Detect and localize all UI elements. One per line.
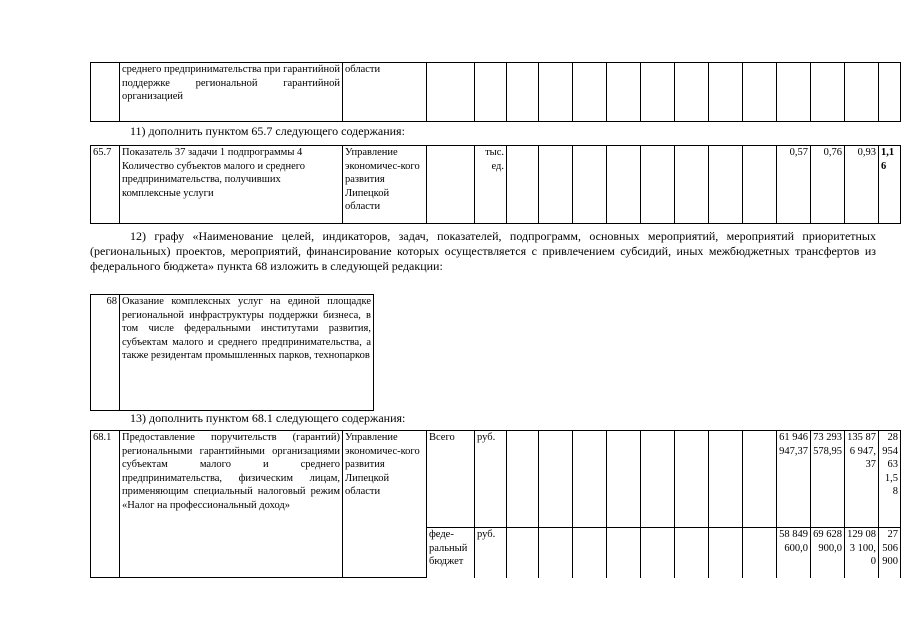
value-2023: 0,93 <box>845 146 879 224</box>
cell-value <box>539 528 573 578</box>
total-2021: 61 946 947,37 <box>777 431 811 528</box>
cell-value <box>675 63 709 122</box>
cell-value <box>675 431 709 528</box>
cell-value <box>641 431 675 528</box>
cell-value <box>675 146 709 224</box>
cell-value <box>743 528 777 578</box>
value-2021: 0,57 <box>777 146 811 224</box>
cell-value <box>879 63 901 122</box>
cell-value <box>573 431 607 528</box>
cell-value <box>607 63 641 122</box>
cell-value <box>507 63 539 122</box>
total-2023: 135 876 947,37 <box>845 431 879 528</box>
cell-name: среднего предпринимательства при гарантийной поддержке региональной гарантийной организацией <box>120 63 343 122</box>
table-top-fragment <box>90 62 901 122</box>
cell-value <box>573 63 607 122</box>
cell-value <box>709 146 743 224</box>
cell-value <box>539 146 573 224</box>
paragraph-12: 12) графу «Наименование целей, индикаторов, задач, показателей, подпрограмм, основных мероприятий, мероприятий приоритетных (региональных) проектов, мероприятий, финансирование которых осуществляется с привлечением субсидий, иных межбюджетных трансфертов из федерального бюджета» пункта 68 изложить в следующей редакции: <box>90 229 876 273</box>
cell-value <box>743 431 777 528</box>
caption-11: 11) дополнить пунктом 65.7 следующего содержания: <box>130 124 405 138</box>
cell-value <box>507 431 539 528</box>
value-2024: 1,16 <box>879 146 901 224</box>
cell-value <box>777 63 811 122</box>
value-2022: 0,76 <box>811 146 845 224</box>
cell-num <box>91 63 120 122</box>
cell-value <box>743 146 777 224</box>
cell-value <box>641 63 675 122</box>
cell-value <box>573 146 607 224</box>
row-number: 68.1 <box>91 431 120 578</box>
unit-federal: руб. <box>475 528 507 578</box>
row-number: 68 <box>91 295 120 411</box>
federal-2022: 69 628 900,0 <box>811 528 845 578</box>
row-source <box>427 146 475 224</box>
cell-value <box>811 63 845 122</box>
cell-value <box>641 528 675 578</box>
unit-total: руб. <box>475 431 507 528</box>
row-unit: тыс. ед. <box>475 146 507 224</box>
cell-value <box>675 528 709 578</box>
cell-value <box>539 63 573 122</box>
cell-value <box>507 528 539 578</box>
cell-value <box>641 146 675 224</box>
cell-value <box>607 528 641 578</box>
row-name: Предоставление поручительств (гарантий) региональными гарантийными организациями субъектам малого и среднего предпринимательства, физическим лицам, применяющим специальный налоговый режим «Налог на профессиональный доход» <box>120 431 343 578</box>
cell-unit <box>475 63 507 122</box>
cell-source <box>427 63 475 122</box>
cell-value <box>845 63 879 122</box>
row-executor: Управление экономичес-кого развития Липецкой области <box>343 431 427 578</box>
total-2022: 73 293 578,95 <box>811 431 845 528</box>
cell-value <box>709 63 743 122</box>
table-row-68-1 <box>90 430 901 578</box>
cell-value <box>709 431 743 528</box>
cell-value <box>507 146 539 224</box>
federal-2024: 27 506 900 <box>879 528 901 578</box>
cell-value <box>539 431 573 528</box>
source-federal: феде-ральный бюджет <box>427 528 475 578</box>
cell-value <box>573 528 607 578</box>
table-row-68 <box>90 294 374 411</box>
cell-value <box>709 528 743 578</box>
federal-2023: 129 083 100,0 <box>845 528 879 578</box>
row-name: Оказание комплексных услуг на единой площадке региональной инфраструктуры поддержки бизнеса, в том числе федеральными институтами развития, субъектам малого и среднего предпринимательства, а также резидентам промышленных парков, технопарков <box>120 295 374 411</box>
caption-13: 13) дополнить пунктом 68.1 следующего содержания: <box>130 411 406 425</box>
federal-2021: 58 849 600,0 <box>777 528 811 578</box>
cell-value <box>607 146 641 224</box>
source-total: Всего <box>427 431 475 528</box>
row-number: 65.7 <box>91 146 120 224</box>
table-row-65-7 <box>90 145 901 224</box>
total-2024: 28 954 631,58 <box>879 431 901 528</box>
cell-value <box>607 431 641 528</box>
cell-value <box>743 63 777 122</box>
row-name: Показатель 37 задачи 1 подпрограммы 4 Количество субъектов малого и среднего предпринимательства, получивших комплексные услуги <box>120 146 343 224</box>
cell-executor: области <box>343 63 427 122</box>
row-executor: Управление экономичес-кого развития Липецкой области <box>343 146 427 224</box>
